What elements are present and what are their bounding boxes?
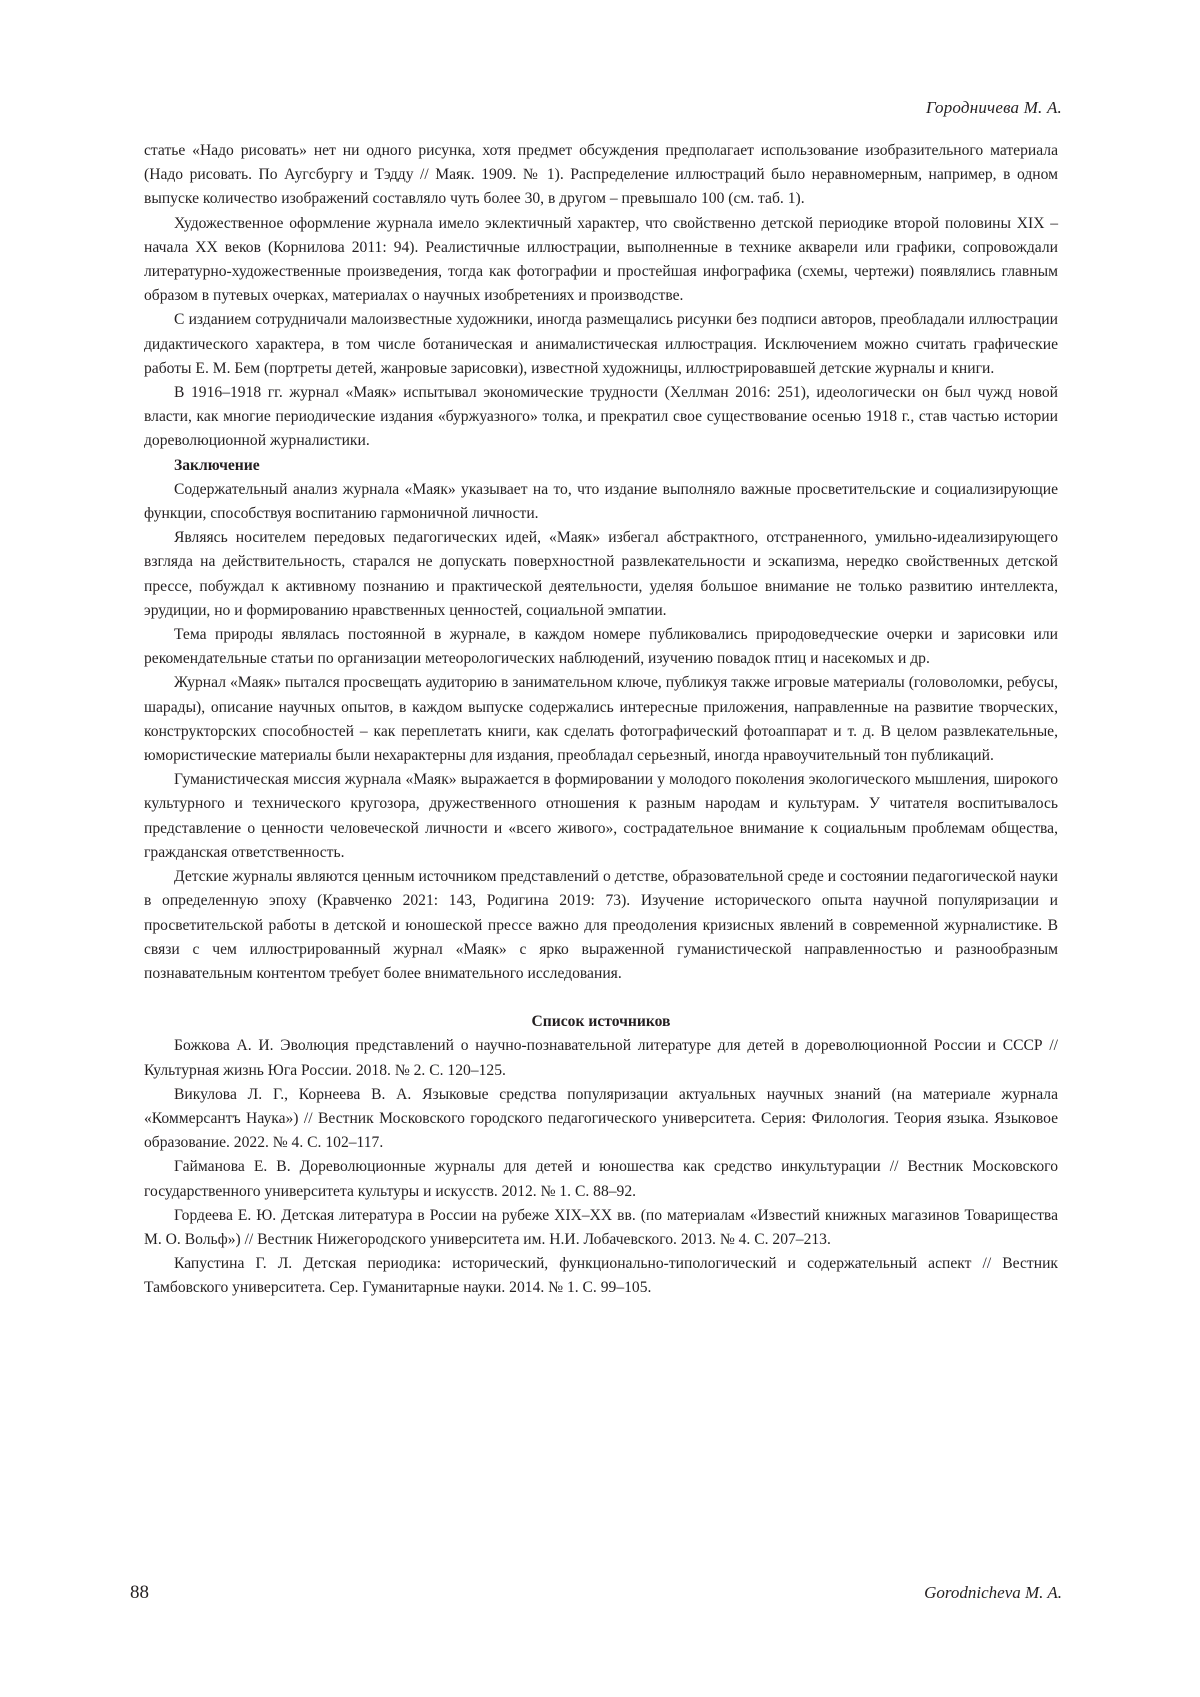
running-header-author: Городничева М. А. [926,98,1062,117]
paragraph: С изданием сотрудничали малоизвестные художники, иногда размещались рисунки без подписи авторов, преобладали иллюстрации дидактического характера, в том числе ботаническая и анималистическая иллюстрация. Исключением можно считать графические работы Е. М. Бем (портреты детей, жанровые зарисовки), известной художницы, иллюстрировавшей детские журналы и книги. [144,311,1058,377]
conclusion-paragraph: Являясь носителем передовых педагогических идей, «Маяк» избегал абстрактного, отстраненного, умильно-идеализирующего взгляда на действительность, старался не допускать поверхностной развлекательности и эскапизма, нередко свойственных детской прессе, побуждал к активному познанию и практической деятельности, уделяя большое внимание не только развитию интеллекта, эрудиции, но и формированию нравственных ценностей, социальной эмпатии. [144,529,1058,619]
reference-item: Капустина Г. Л. Детская периодика: исторический, функционально-типологический и содержательный аспект // Вестник Тамбовского университета. Сер. Гуманитарные науки. 2014. № 1. С. 99–105. [144,1255,1058,1297]
reference-item: Гайманова Е. В. Дореволюционные журналы для детей и юношества как средство инкультурации // Вестник Московского государственного университета культуры и искусств. 2012. № 1. С. 88–92. [144,1158,1058,1200]
article-body [144,139,1058,1301]
conclusion-paragraph: Гуманистическая миссия журнала «Маяк» выражается в формировании у молодого поколения экологического мышления, широкого культурного и технического кругозора, дружественного отношения к разным народам и культурам. У читателя воспитывалось представление о ценности человеческой личности и «всего живого», сострадательное внимание к социальным проблемам общества, гражданская ответственность. [144,771,1058,861]
references-heading: Список источников [531,1013,671,1031]
conclusion-paragraph: Журнал «Маяк» пытался просвещать аудиторию в занимательном ключе, публикуя также игровые материалы (головоломки, ребусы, шарады), описание научных опытов, в каждом выпуске содержались интересные приложения, направленные на развитие творческих, конструкторских способностей – как переплетать книги, как сделать фотографический фотоаппарат и т. д. В целом развлекательные, юмористические материалы были нехарактерны для издания, преобладал серьезный, иногда нравоучительный тон публикаций. [144,674,1058,765]
paragraph: В 1916–1918 гг. журнал «Маяк» испытывал экономические трудности (Хеллман 2016: 251), идеологически он был чужд новой власти, как многие периодические издания «буржуазного» толка, и прекратил свое существование осенью 1918 г., став частью истории дореволюционной журналистики. [144,384,1058,450]
conclusion-paragraph: Содержательный анализ журнала «Маяк» указывает на то, что издание выполняло важные просветительские и социализирующие функции, способствуя воспитанию гармоничной личности. [144,480,1058,523]
paragraph: Художественное оформление журнала имело эклектичный характер, что свойственно детской периодике второй половины XIX – начала XX веков (Корнилова 2011: 94). Реалистичные иллюстрации, выполненные в технике акварели или графики, сопровождали литературно-художественные произведения, тогда как фотографии и простейшая инфографика (схемы, чертежи) появлялись главным образом в путевых очерках, материалах о научных изобретениях и производстве. [144,214,1058,305]
conclusion-paragraph: Тема природы являлась постоянной в журнале, в каждом номере публиковались природоведческие очерки и зарисовки или рекомендательные статьи по организации метеорологических наблюдений, изучению повадок птиц и насекомых и др. [144,626,1058,668]
page-number: 88 [130,1582,149,1603]
conclusion-paragraph: Детские журналы являются ценным источником представлений о детстве, образовательной среде и состоянии педагогической науки в определенную эпоху (Кравченко 2021: 143, Родигина 2019: 73). Изучение исторического опыта научной популяризации и просветительской работы в детской и юношеской прессе важно для преодоления кризисных явлений в современной журналистике. В связи с чем иллюстрированный журнал «Маяк» с ярко выраженной гуманистической направленностью и разнообразным познавательным контентом требует более внимательного исследования. [144,868,1058,982]
reference-item: Гордеева Е. Ю. Детская литература в России на рубеже XIX–XX вв. (по материалам «Известий книжных магазинов Товарищества М. О. Вольф») // Вестник Нижегородского университета им. Н.И. Лобачевского. 2013. № 4. С. 207–213. [144,1206,1058,1248]
conclusion-heading: Заключение [174,456,260,474]
running-footer-author: Gorodnicheva M. A. [924,1583,1062,1602]
reference-item: Божкова А. И. Эволюция представлений о научно-познавательной литературе для детей в дореволюционной России и СССР // Культурная жизнь Юга России. 2018. № 2. С. 120–125. [144,1037,1058,1079]
paragraph: статье «Надо рисовать» нет ни одного рисунка, хотя предмет обсуждения предполагает использование изобразительного материала (Надо рисовать. По Аугсбургу и Тэдду // Маяк. 1909. № 1). Распределение иллюстраций было неравномерным, например, в одном выпуске количество изображений составляло чуть более 30, в другом – превышало 100 (см. таб. 1). [144,142,1058,208]
reference-item: Викулова Л. Г., Корнеева В. А. Языковые средства популяризации актуальных научных знаний (на материале журнала «Коммерсантъ Наука») // Вестник Московского городского педагогического университета. Серия: Филология. Теория языка. Языковое образование. 2022. № 4. С. 102–117. [144,1085,1058,1152]
